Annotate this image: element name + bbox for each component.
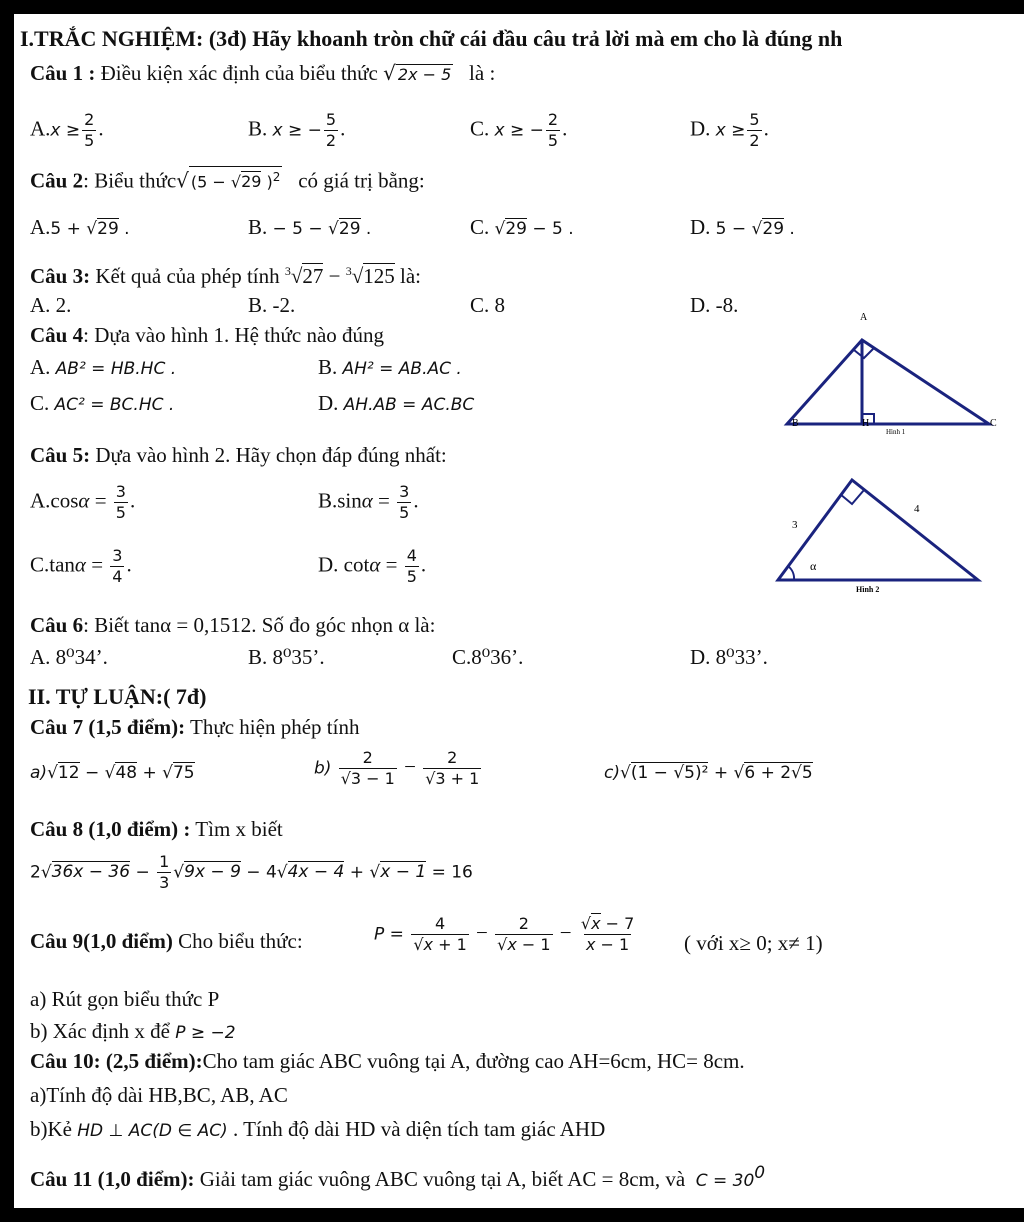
option-expr: AB² = HB.HC . (55, 359, 177, 379)
sqrt-sign: √ (176, 168, 189, 193)
option-expr: x ≥ − (272, 120, 322, 141)
option-expr: AH.AB = AC.BC (343, 395, 475, 415)
q2-tail: có giá trị bằng: (298, 168, 425, 193)
q4-option-a[interactable] (30, 354, 176, 382)
alpha: α (369, 552, 381, 577)
q5-text: Dựa vào hình 2. Hãy chọn đáp đúng nhất: (90, 443, 447, 467)
part-text: . Tính độ dài HD và diện tích tam giác AHD (227, 1117, 606, 1141)
fraction (747, 110, 761, 151)
part-letter: c) (604, 763, 620, 783)
numerator: 4 (406, 546, 417, 565)
option-end: . (360, 219, 372, 239)
expr-part: ) (261, 172, 273, 192)
question-9 (30, 928, 303, 954)
q6-option-c[interactable]: C.8⁰36’. (452, 645, 524, 669)
q3-label: Câu 3: (30, 264, 91, 288)
radicand: 29 (762, 219, 785, 239)
triangle-abc (787, 340, 989, 424)
worksheet-page (14, 14, 1024, 1208)
denominator: 5 (547, 131, 559, 150)
q1-option-a[interactable] (30, 110, 104, 151)
question-11 (30, 1160, 765, 1194)
equation-rhs: = 16 (426, 862, 473, 883)
denominator: 5 (406, 567, 417, 586)
q9-condition: ( với x≥ 0; x≠ 1) (684, 931, 823, 955)
option-letter: C.tan (30, 552, 75, 577)
sqrt-sign: √ (751, 219, 763, 239)
q9-text: Cho biểu thức: (172, 929, 303, 953)
q1-text: Điều kiện xác định của biểu thức (95, 61, 378, 85)
option-expr: 5 − (715, 219, 752, 239)
fraction: $\frac{1}{3}$ (159, 852, 170, 892)
denominator: 5 (115, 503, 126, 522)
q10-text: Cho tam giác ABC vuông tại A, đường cao AH=6cm, HC= 8cm. (202, 1049, 745, 1073)
q4-label: Câu 4 (30, 323, 84, 347)
question-6 (30, 612, 435, 638)
fraction: $\frac{2}{√3 - 1}$ (340, 748, 395, 788)
option-expr: x ≥ (715, 120, 746, 141)
angle-arc (788, 566, 794, 580)
option-letter: A. (30, 355, 51, 379)
q10-label: Câu 10: (2,5 điểm): (30, 1049, 203, 1073)
q7-text: Thực hiện phép tính (185, 715, 360, 739)
option-letter: B.sin (318, 488, 362, 513)
question-1 (30, 60, 495, 86)
part2-title: II. TỰ LUẬN:( 7đ) (28, 684, 207, 709)
sqrt-sign: √ (230, 172, 242, 192)
numerator: 3 (399, 482, 410, 501)
q2-text: : Biểu thức (83, 168, 177, 193)
q6-option-a[interactable]: A. 8⁰34’. (30, 645, 108, 669)
q9-label: Câu 9(1,0 điểm) (30, 929, 173, 953)
q5-option-b[interactable]: B.sinα = $\frac{3}{5}$ . (318, 482, 419, 522)
option-letter: A.cos (30, 488, 79, 513)
q5-option-c[interactable]: C.tanα = $\frac{3}{4}$ . (30, 546, 132, 586)
q1-option-b[interactable] (248, 110, 345, 151)
q10-part-b (30, 1116, 605, 1144)
fraction (82, 110, 96, 151)
q6-option-b[interactable]: B. 8⁰35’. (248, 645, 325, 669)
sqrt-sign: √ (86, 219, 98, 239)
q2-expr (189, 166, 283, 192)
part1-title: I.TRẮC NGHIỆM: (3đ) Hãy khoanh tròn chữ cái đầu câu trả lời mà em cho là đúng nh (20, 26, 843, 51)
option-end: − 5 . (527, 219, 574, 239)
label-a: A (860, 312, 868, 323)
alpha-label: α (810, 559, 817, 573)
q2-option-d[interactable] (690, 214, 795, 242)
sqrt-sign: √ (328, 219, 339, 239)
q5-label: Câu 5: (30, 443, 91, 467)
numerator: 5 (749, 110, 760, 129)
q8-equation: 2√36x − 36 − $\frac{1}{3}$ √9x − 9 − 4√4x − 4 + √x − 1 = 16 (30, 852, 473, 892)
alpha: α (74, 552, 86, 577)
q1-label: Câu 1 : (30, 61, 96, 85)
root-index: 3 (345, 264, 352, 278)
option-letter: D. (690, 116, 711, 141)
degree-sign: 0 (754, 1163, 766, 1183)
q2-option-a[interactable] (30, 214, 130, 242)
triangle (778, 480, 978, 580)
question-8 (30, 816, 283, 842)
option-end: . (340, 116, 346, 141)
numerator: 2 (547, 110, 559, 129)
option-end: . (763, 116, 769, 141)
q4-option-c[interactable] (30, 390, 174, 418)
fraction: $\frac{2}{√3 + 1}$ (425, 748, 480, 788)
option-expr: AC² = BC.HC . (54, 395, 175, 415)
denominator: 5 (399, 503, 410, 522)
option-end: . (98, 116, 104, 141)
q11-expr: C = 30 (695, 1171, 755, 1191)
q3-text: Kết quả của phép tính (90, 264, 280, 288)
q9-part-b (30, 1018, 236, 1046)
q10-part-a: a)Tính độ dài HB,BC, AB, AC (30, 1083, 288, 1107)
q3-option-c[interactable]: C. 8 (470, 293, 506, 317)
radicand: 29 (97, 219, 119, 239)
alpha: α (361, 488, 373, 513)
fraction: $\frac{2}{√x - 1}$ (497, 914, 551, 954)
alpha: α (78, 488, 90, 513)
fraction (324, 110, 338, 151)
option-letter: D. cot (318, 552, 370, 577)
fraction (546, 110, 560, 151)
q6-option-d[interactable]: D. 8⁰33’. (690, 645, 768, 669)
part-text: b) Xác định x để (30, 1019, 170, 1043)
q1-expr: 2x − 5 (397, 65, 452, 84)
option-expr: AH² = AB.AC . (342, 359, 462, 379)
radicand: 125 (363, 264, 395, 288)
q3-option-d[interactable]: D. -8. (690, 293, 739, 317)
option-expr: x ≥ (50, 120, 81, 141)
sqrt-sign: √ (290, 264, 303, 288)
fraction (405, 546, 419, 587)
option-letter: A. (30, 215, 51, 239)
figure-1 (782, 310, 997, 446)
fraction: $\frac{4}{√x + 1}$ (413, 914, 467, 954)
option-end: . (562, 116, 568, 141)
option-end: . (784, 219, 795, 239)
q3-option-b[interactable]: B. -2. (248, 293, 296, 317)
option-letter: B. (248, 116, 268, 141)
option-expr: − 5 − (272, 219, 329, 239)
option-expr: x ≥ − (494, 120, 544, 141)
sqrt-sign: √ (383, 61, 396, 85)
question-4 (30, 322, 384, 348)
figure-2-caption: Hình 2 (856, 585, 880, 594)
question-10 (30, 1048, 745, 1074)
figure-2 (774, 472, 984, 600)
q4-text: : Dựa vào hình 1. Hệ thức nào đúng (83, 323, 385, 347)
expr-radicand: 29 (241, 172, 262, 192)
q8-text: Tìm x biết (190, 817, 283, 841)
q2-label: Câu 2 (30, 168, 84, 193)
sqrt-sign: √ (494, 219, 506, 239)
label-b: B (792, 418, 799, 429)
label-h: H (862, 418, 870, 429)
q11-text: Giải tam giác vuông ABC vuông tại A, biết AC = 8cm, và (194, 1167, 686, 1191)
q6-label: Câu 6 (30, 613, 84, 637)
numerator: 5 (325, 110, 337, 129)
denominator: 2 (749, 131, 760, 150)
side-4-label: 4 (914, 503, 920, 515)
option-letter: C. (30, 391, 50, 415)
q7-label: Câu 7 (1,5 điểm): (30, 715, 186, 739)
q11-label: Câu 11 (1,0 điểm): (30, 1167, 195, 1191)
sqrt-sign: √ (351, 264, 364, 288)
exponent: 2 (272, 170, 281, 184)
q9-part-a: a) Rút gọn biểu thức P (30, 987, 220, 1011)
figure-1-caption: Hình 1 (886, 428, 906, 436)
numerator: 3 (115, 482, 126, 501)
part-letter: b) (314, 758, 332, 779)
label-c: C (990, 418, 997, 429)
part-expr: HD ⊥ AC(D ∈ AC) (77, 1121, 228, 1141)
fraction: $\frac{√x - 7}{x - 1}$ (580, 914, 635, 954)
numerator: 2 (84, 110, 95, 129)
q7-part-c: c)√(1 − √5)² + √6 + 2√5 (604, 763, 813, 783)
denominator: 5 (84, 131, 95, 150)
q2-option-b[interactable] (248, 214, 371, 242)
q9-expression: P = $\frac{4}{√x + 1}$ − $\frac{2}{√x - 1}$ − $\frac{√x - 7}{x - 1}$ (374, 914, 635, 954)
question-7 (30, 714, 359, 740)
numerator: 3 (112, 546, 123, 565)
option-letter: D. (690, 215, 711, 239)
fraction (114, 482, 128, 523)
fraction (110, 546, 124, 587)
expr-part: (5 − (190, 172, 231, 192)
right-angle-a (854, 348, 874, 358)
q2-option-c[interactable] (470, 214, 574, 242)
q5-option-d[interactable]: D. cotα = $\frac{4}{5}$ . (318, 546, 427, 586)
q1-option-d[interactable] (690, 110, 769, 151)
radicand: 29 (505, 219, 527, 239)
denominator: 2 (325, 131, 337, 150)
q8-label: Câu 8 (1,0 điểm) : (30, 817, 191, 841)
q7-part-b: b) $\frac{2}{√3 - 1}$ − $\frac{2}{√3 + 1}$ (314, 748, 480, 788)
q4-option-b[interactable] (318, 354, 462, 382)
option-letter: D. (318, 391, 339, 415)
minus: − (323, 264, 346, 288)
q3-option-a[interactable]: A. 2. (30, 293, 72, 317)
q7-part-a: a)√12 − √48 + √75 (30, 763, 195, 783)
option-letter: B. (248, 215, 268, 239)
radicand: 29 (338, 219, 361, 239)
option-letter: C. (470, 116, 490, 141)
question-2 (30, 166, 425, 193)
fraction (397, 482, 411, 523)
q6-text: : Biết tanα = 0,1512. Số đo góc nhọn α là: (83, 613, 436, 637)
question-5 (30, 442, 447, 468)
root-index: 3 (284, 264, 291, 278)
radicand: 27 (302, 264, 324, 288)
option-letter: B. (318, 355, 338, 379)
q1-tail: là : (469, 61, 496, 85)
option-end: . (118, 219, 130, 239)
q1-option-c[interactable] (470, 110, 567, 151)
denominator: 4 (112, 567, 123, 586)
question-3 (30, 258, 421, 289)
q3-tail: là: (394, 264, 422, 288)
option-letter: A. (30, 116, 51, 141)
side-3-label: 3 (792, 519, 798, 531)
part-expr: P ≥ −2 (175, 1023, 236, 1043)
part-letter: a) (30, 763, 48, 783)
option-expr: 5 + (50, 219, 87, 239)
part-text: b)Kẻ (30, 1117, 72, 1141)
q5-option-a[interactable]: A.cosα = $\frac{3}{5}$ . (30, 482, 136, 522)
option-letter: C. (470, 215, 490, 239)
q4-option-d[interactable] (318, 390, 474, 418)
